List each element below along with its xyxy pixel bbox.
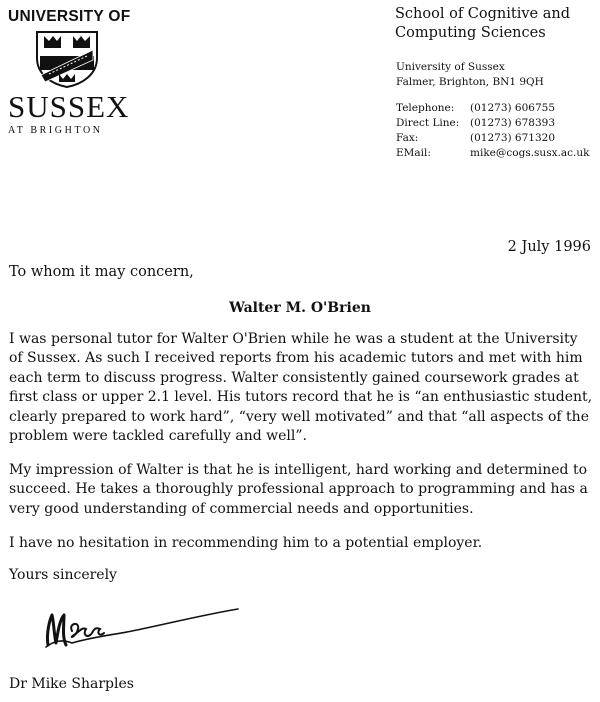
department-line: Computing Sciences bbox=[395, 25, 546, 41]
letter-date: 2 July 1996 bbox=[507, 239, 591, 255]
paragraph-text: My impression of Walter is that he is intelligent, hard working and determined to succeed. He takes a thoroughly professional approach to programming and has a very good understanding of commercial needs and opportunities. bbox=[9, 462, 588, 517]
department-name bbox=[395, 5, 570, 43]
paragraph-text: I have no hesitation in recommending him to a potential employer. bbox=[9, 535, 483, 551]
closing: Yours sincerely bbox=[9, 567, 117, 583]
contact-value: (01273) 671320 bbox=[470, 132, 556, 144]
salutation: To whom it may concern, bbox=[9, 264, 194, 280]
contact-details bbox=[396, 101, 589, 161]
contact-row bbox=[396, 116, 589, 131]
logo-sussex: SUSSEX bbox=[8, 89, 130, 124]
logo-at-brighton: AT BRIGHTON bbox=[8, 125, 103, 136]
address-line: Falmer, Brighton, BN1 9QH bbox=[396, 76, 544, 88]
university-crest-icon bbox=[35, 30, 99, 88]
body-paragraph bbox=[9, 330, 594, 446]
address-line: University of Sussex bbox=[396, 61, 505, 73]
contact-row bbox=[396, 146, 589, 161]
contact-row bbox=[396, 131, 589, 146]
contact-value: (01273) 606755 bbox=[470, 102, 556, 114]
body-paragraph bbox=[9, 461, 594, 519]
handwritten-signature bbox=[42, 605, 242, 651]
letter-subject: Walter M. O'Brien bbox=[229, 300, 371, 316]
contact-label: EMail: bbox=[396, 147, 431, 159]
paragraph-text: I was personal tutor for Walter O'Brien while he was a student at the University of Sussex. As such I received reports from his academic tutors and met with him each term to discuss progress. Walter consistently gained coursework grades at first class or upper 2.1 level. His tutors record that he is “an enthusiastic student, clearly prepared to work hard”, “very well motivated” and that “all aspects of the problem were tackled carefully and well”. bbox=[9, 331, 593, 445]
contact-label: Telephone: bbox=[396, 102, 455, 114]
university-logo bbox=[8, 8, 132, 136]
postal-address bbox=[396, 60, 544, 90]
signatory-name: Dr Mike Sharples bbox=[9, 676, 134, 692]
contact-row bbox=[396, 101, 589, 116]
contact-label: Fax: bbox=[396, 132, 419, 144]
department-line: School of Cognitive and bbox=[395, 6, 570, 22]
body-paragraph bbox=[9, 534, 594, 553]
contact-value: mike@cogs.susx.ac.uk bbox=[470, 147, 590, 159]
contact-value: (01273) 678393 bbox=[470, 117, 556, 129]
contact-label: Direct Line: bbox=[396, 117, 460, 129]
logo-university-of: UNIVERSITY OF bbox=[8, 8, 131, 25]
